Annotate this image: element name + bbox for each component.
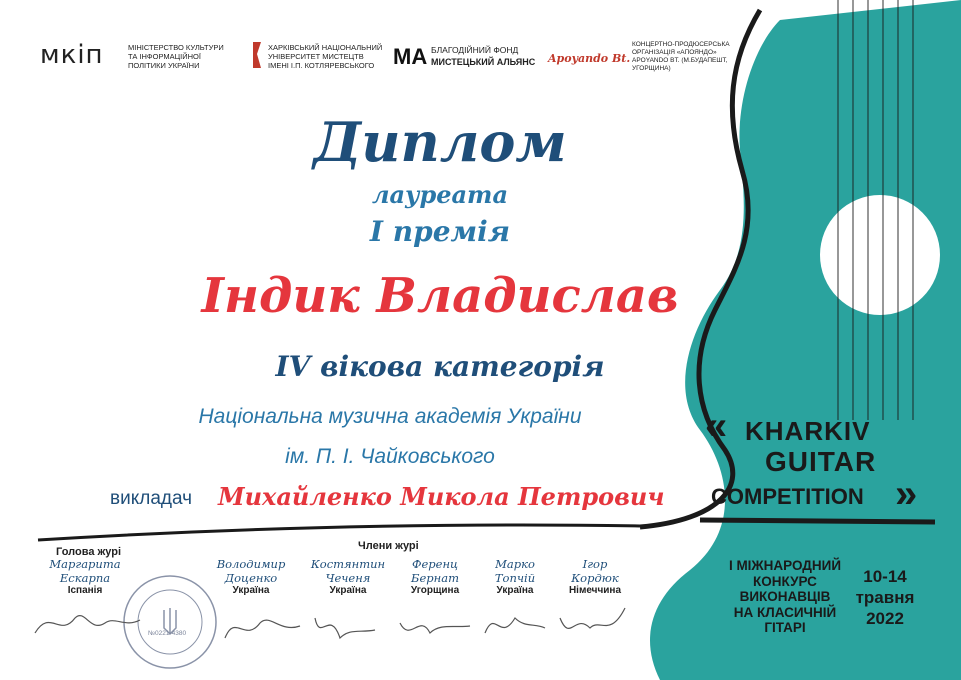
prize-text: І премія bbox=[369, 215, 511, 248]
jury-member-name1: Марко bbox=[495, 557, 535, 571]
jury-member-country: Україна bbox=[232, 585, 270, 596]
signature-member bbox=[560, 608, 625, 628]
laureate-text: лауреата bbox=[371, 180, 509, 209]
competition-description bbox=[710, 558, 860, 636]
brand-competition: COMPETITION bbox=[711, 484, 864, 509]
jury-member-country: Україна bbox=[496, 585, 534, 596]
jury-member bbox=[395, 557, 475, 596]
divider-line bbox=[38, 525, 640, 540]
open-quote: « bbox=[705, 404, 728, 448]
apoyando-mark: Apoyando Bt. bbox=[548, 52, 631, 65]
diploma-title: Диплом bbox=[313, 110, 567, 174]
dates-days: 10-14 bbox=[863, 567, 907, 586]
institution-line1: Національна музична академія України bbox=[198, 405, 582, 428]
jury-member-country: Угорщина bbox=[410, 585, 460, 596]
university-emblem-icon bbox=[250, 40, 264, 70]
age-category: IV вікова категорія bbox=[275, 350, 605, 383]
jury-member bbox=[555, 557, 635, 596]
teacher-label: викладач bbox=[110, 488, 193, 509]
logo-mkip bbox=[40, 40, 224, 74]
jury-member-name1: Ференц bbox=[411, 557, 459, 571]
desc-line: НА КЛАСИЧНІЙ bbox=[733, 604, 837, 620]
desc-line: ГІТАРІ bbox=[764, 620, 806, 635]
competition-dates bbox=[840, 566, 930, 629]
apoyando-text: КОНЦЕРТНО-ПРОДЮСЕРСЬКА ОРГАНІЗАЦІЯ «АПОЯНДО» APOYANDO BT. (М.БУДАПЕШТ, УГОРЩИНА) bbox=[632, 41, 730, 72]
jury-member-name2: Кордюк bbox=[571, 571, 619, 585]
jury-members-label: Члени журі bbox=[358, 540, 419, 552]
jury-head bbox=[40, 557, 130, 596]
mkip-mark: мкіп bbox=[40, 40, 104, 70]
jury-member-country: Німеччина bbox=[568, 585, 622, 596]
jury-member-country: Україна bbox=[329, 585, 367, 596]
fund-line2: МИСТЕЦЬКИЙ АЛЬЯНС bbox=[431, 57, 536, 67]
jury-head-name2: Ескарпа bbox=[59, 571, 111, 585]
jury-member-name2: Доценко bbox=[224, 571, 278, 585]
jury-member-name1: Володимир bbox=[216, 557, 286, 571]
laureate-name: Індик Владислав bbox=[201, 268, 679, 324]
signature-head bbox=[35, 616, 140, 633]
fund-mark: МА bbox=[393, 44, 428, 69]
fund-line1: БЛАГОДІЙНИЙ ФОНД bbox=[431, 45, 519, 55]
dates-month: травня bbox=[855, 588, 915, 607]
signature-member bbox=[225, 620, 300, 638]
jury-member-name2: Бернат bbox=[411, 571, 459, 585]
guitar-bridge bbox=[700, 520, 935, 522]
jury-head-country: Іспанія bbox=[67, 585, 103, 596]
teacher-name: Михайленко Микола Петрович bbox=[218, 482, 665, 511]
jury-member-name1: Костянтин bbox=[310, 557, 386, 571]
jury-member-name1: Ігор bbox=[582, 557, 608, 571]
jury-head-label: Голова журі bbox=[56, 546, 122, 558]
brand-guitar: GUITAR bbox=[765, 446, 877, 477]
competition-brand bbox=[705, 404, 945, 520]
institution-line2: ім. П. І. Чайковського bbox=[285, 445, 495, 468]
logo-fund bbox=[393, 44, 553, 72]
close-quote: » bbox=[895, 472, 918, 516]
brand-kharkiv: KHARKIV bbox=[745, 416, 871, 446]
signatures bbox=[30, 598, 630, 668]
dates-year: 2022 bbox=[866, 609, 904, 628]
jury-head-name1: Маргарита bbox=[49, 557, 121, 571]
signature-member bbox=[400, 623, 470, 633]
jury-member bbox=[480, 557, 550, 596]
jury-member-name2: Топчій bbox=[494, 571, 536, 585]
signature-member bbox=[485, 618, 545, 633]
jury-member-name2: Чеченя bbox=[325, 571, 371, 585]
university-text: ХАРКІВСЬКИЙ НАЦІОНАЛЬНИЙ УНІВЕРСИТЕТ МИСТЕЦТВ ІМЕНІ І.П. КОТЛЯРЕВСЬКОГО bbox=[268, 43, 383, 70]
desc-line: КОНКУРС bbox=[753, 573, 817, 589]
stamp-number: №0221-4380 bbox=[148, 630, 187, 637]
desc-line: ВИКОНАВЦІВ bbox=[739, 589, 831, 604]
logo-university bbox=[250, 40, 383, 74]
signature-member bbox=[315, 618, 375, 638]
desc-line: І МІЖНАРОДНИЙ bbox=[728, 558, 842, 573]
logo-apoyando bbox=[548, 40, 728, 74]
jury-member bbox=[302, 557, 394, 596]
mkip-text: МІНІСТЕРСТВО КУЛЬТУРИ ТА ІНФОРМАЦІЙНОЇ ПОЛІТИКИ УКРАЇНИ bbox=[128, 43, 224, 70]
